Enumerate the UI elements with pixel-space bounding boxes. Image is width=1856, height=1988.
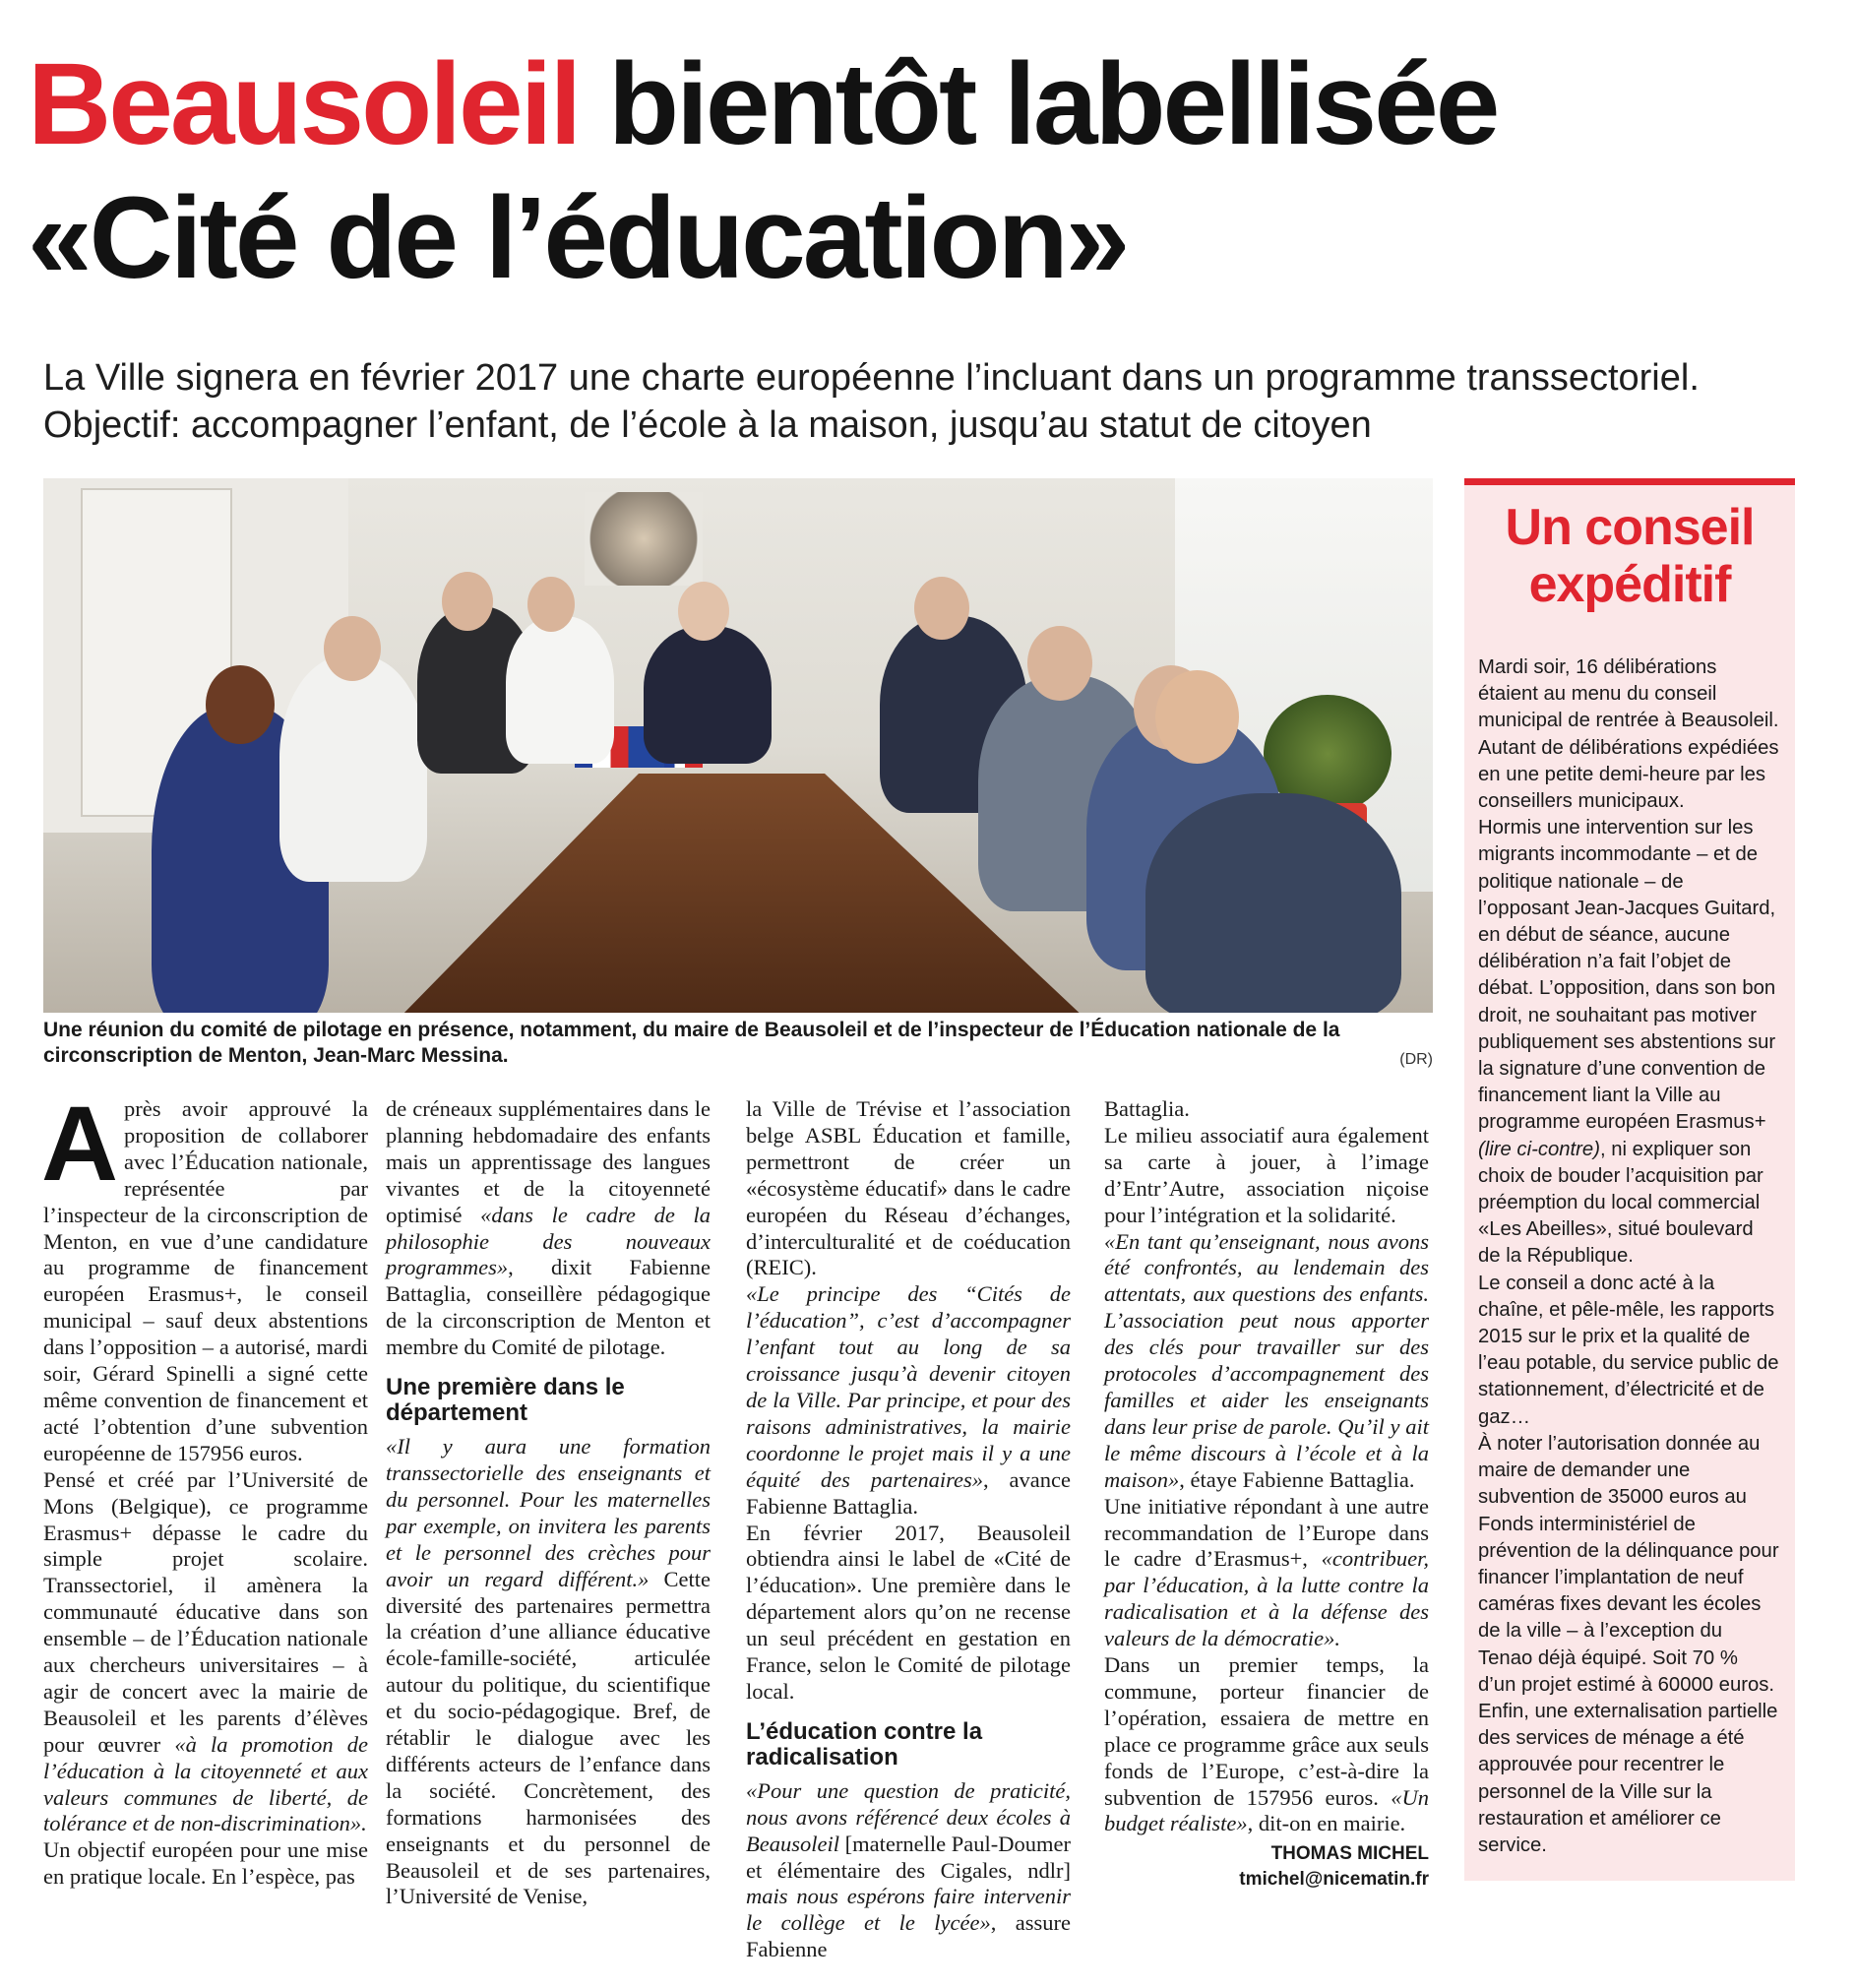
- subhead: L’éducation contre la radicalisation: [746, 1717, 983, 1771]
- byline: [1104, 1841, 1429, 1893]
- headline: [28, 37, 1828, 305]
- sidebar-paragraph: Le conseil a donc acté à la chaîne, et pêle-mêle, les rapports 2015 sur le prix et la qualité de l’eau potable, du service public de stationnement, d’électricité et de gaz…: [1478, 1272, 1779, 1428]
- article-paragraph: Battaglia.: [1104, 1096, 1190, 1121]
- subhead: Une première dans le département: [386, 1374, 625, 1427]
- headline-red-word: Beausoleil: [28, 39, 580, 169]
- sidebar-paragraph: À noter l’autorisation donnée au maire de demander une subvention de 35000 euros au Fonds interministériel de prévention de la délinquance pour financer l’implantation de neuf caméras fixes devant les écoles de la ville – à l’exception du Tenao déjà équipé. Soit 70 % d’un projet estimé à 60000 euros.: [1478, 1432, 1779, 1696]
- article-paragraph: Le milieu associatif aura également sa carte à jouer, à l’image d’Entr’Autre, association niçoise pour l’intégration et la solidarité.: [1104, 1122, 1429, 1227]
- article-paragraph: En février 2017, Beausoleil obtiendra ainsi le label de «Cité de l’éducation». Une première dans le département alors qu’on ne recense un seul précédent en gestation en France, selon le Comité de pilotage local.: [746, 1520, 1071, 1704]
- sidebar-box: [1464, 478, 1795, 1881]
- article-paragraph: «En tant qu’enseignant, nous avons été confrontés, au lendemain des attentats, aux questions des enfants. L’association peut nous apporter des clés pour travailler sur des protocoles d’accompagnement des familles et aider les enseignants dans leur prise de parole. Qu’il y ait le même discours à l’école et à la maison», étaye Fabienne Battaglia.: [1104, 1228, 1429, 1492]
- drop-cap: A: [41, 1084, 118, 1203]
- photo-caption: Une réunion du comité de pilotage en présence, notamment, du maire de Beausoleil et de l’inspecteur de l’Éducation nationale de la circonscription de Menton, Jean-Marc Messina.: [43, 1019, 1340, 1067]
- article-column-3: [746, 1096, 1071, 1963]
- article-paragraph: de créneaux supplémentaires dans le planning hebdomadaire des enfants mais un apprentissage des langues vivantes et de la citoyenneté optimisé «dans le cadre de la philosophie des nouveaux programmes», dixit Fabienne Battaglia, conseillère pédagogique de la circonscription de Menton et membre du Comité de pilotage.: [386, 1096, 711, 1360]
- article-paragraph: «Il y aura une formation transsectorielle des enseignants et du personnel. Pour les maternelles par exemple, on invitera les parents et le personnel des crèches pour avoir un regard différent.» Cette diversité des partenaires permettra la création d’une alliance éducative école-famille-société, articulée autour du politique, du scientifique et du socio-pédagogique. Bref, de rétablir le dialogue avec les différents acteurs de l’enfance dans la société. Concrètement, des formations harmonisées des enseignants et du personnel de Beausoleil et de ses partenaires, l’Université de Venise,: [386, 1434, 711, 1909]
- headline-line2: «Cité de l’éducation»: [28, 173, 1128, 303]
- article-paragraph: Une initiative répondant à une autre recommandation de l’Europe dans le cadre d’Erasmus+, «contribuer, par l’éducation, à la lutte contre la radicalisation et à la défense des valeurs de la démocratie».: [1104, 1493, 1430, 1651]
- photo-credit: (DR): [1399, 1051, 1433, 1068]
- article-column-4: [1104, 1096, 1429, 1893]
- article-paragraph: «Pour une question de praticité, nous avons référencé deux écoles à Beausoleil [maternelle Paul-Doumer et élémentaire des Cigales, ndlr] mais nous espérons faire intervenir le collège et le lycée», assure Fabienne: [746, 1777, 1072, 1962]
- sidebar-paragraph: Enfin, une externalisation partielle des services de ménage a été approuvée pour recentrer le personnel de la Ville sur la restauration et améliorer ce service.: [1478, 1700, 1778, 1856]
- sidebar-title: Un conseil expéditif: [1505, 499, 1755, 613]
- article-paragraph: «Le principe des “Cités de l’éducation”, c’est d’accompagner l’enfant tout au long de sa croissance jusqu’à devenir citoyen de la Ville. Par principe, et pour des raisons administratives, la mairie coordonne le projet mais il y a une équité des partenaires», avance Fabienne Battaglia.: [746, 1281, 1071, 1519]
- author-email: tmichel@nicematin.fr: [1239, 1869, 1429, 1891]
- standfirst: La Ville signera en février 2017 une charte européenne l’incluant dans un programme transsectoriel. Objectif: accompagner l’enfant, de l’école à la maison, jusqu’au statut de citoyen: [43, 357, 1700, 446]
- article-column-1: [41, 1084, 368, 1891]
- sidebar-paragraph: Hormis une intervention sur les migrants incommodante – et de politique nationale – de l’opposant Jean-Jacques Guitard, en début de séance, aucune délibération n’a fait l’objet de débat. L’opposition, dans son bon droit, ne souhaitant pas motiver publiquement ses abstentions sur la signature d’une convention de financement liant la Ville au programme européen Erasmus+ (lire ci-contre), ni expliquer son choix de bouder l’acquisition par préemption du local commercial «Les Abeilles», situé boulevard de la République.: [1478, 817, 1776, 1268]
- sidebar-body: [1478, 654, 1779, 1859]
- article-paragraph: Dans un premier temps, la commune, porteur financier de l’opération, essaiera de mettre en place ce programme grâce aux seuls fonds de l’Europe, c’est-à-dire la subvention de 157956 euros. «Un budget réaliste», dit-on en mairie.: [1104, 1652, 1430, 1836]
- article-paragraph: la Ville de Trévise et l’association belge ASBL Éducation et famille, permettront de créer un «écosystème éducatif» dans le cadre européen du Réseau d’échanges, d’interculturalité et de coéducation (REIC).: [746, 1096, 1071, 1280]
- article-paragraph: Un objectif européen pour une mise en pratique locale. En l’espèce, pas: [43, 1837, 368, 1890]
- sidebar-paragraph: Mardi soir, 16 délibérations étaient au menu du conseil municipal de rentrée à Beausoleil. Autant de délibérations expédiées en une petite demi-heure par les conseillers municipaux.: [1478, 656, 1779, 813]
- headline-line1: bientôt labellisée: [608, 39, 1498, 169]
- article-column-2: [386, 1096, 711, 1910]
- meeting-photo: [43, 478, 1433, 1013]
- author-name: THOMAS MICHEL: [1270, 1843, 1429, 1865]
- article-paragraph: Après avoir approuvé la proposition de collaborer avec l’Éducation nationale, représentée par l’inspecteur de la circonscription de Menton, en vue d’une candidature au programme de financement européen Erasmus+, le conseil municipal – sauf deux abstentions dans l’opposition – a autorisé, mardi soir, Gérard Spinelli a signé cette même convention de financement et acté l’obtention d’une subvention européenne de 157956 euros.: [41, 1084, 368, 1465]
- article-paragraph: Pensé et créé par l’Université de Mons (Belgique), ce programme Erasmus+ dépasse le cadre du simple projet scolaire. Transsectoriel, il amènera la communauté éducative dans son ensemble – de l’Éducation nationale aux chercheurs universitaires – à agir de concert avec la mairie de Beausoleil et les parents d’élèves pour œuvrer «à la promotion de l’éducation à la citoyenneté et aux valeurs communes de liberté, de tolérance et de non-discrimination».: [43, 1466, 368, 1836]
